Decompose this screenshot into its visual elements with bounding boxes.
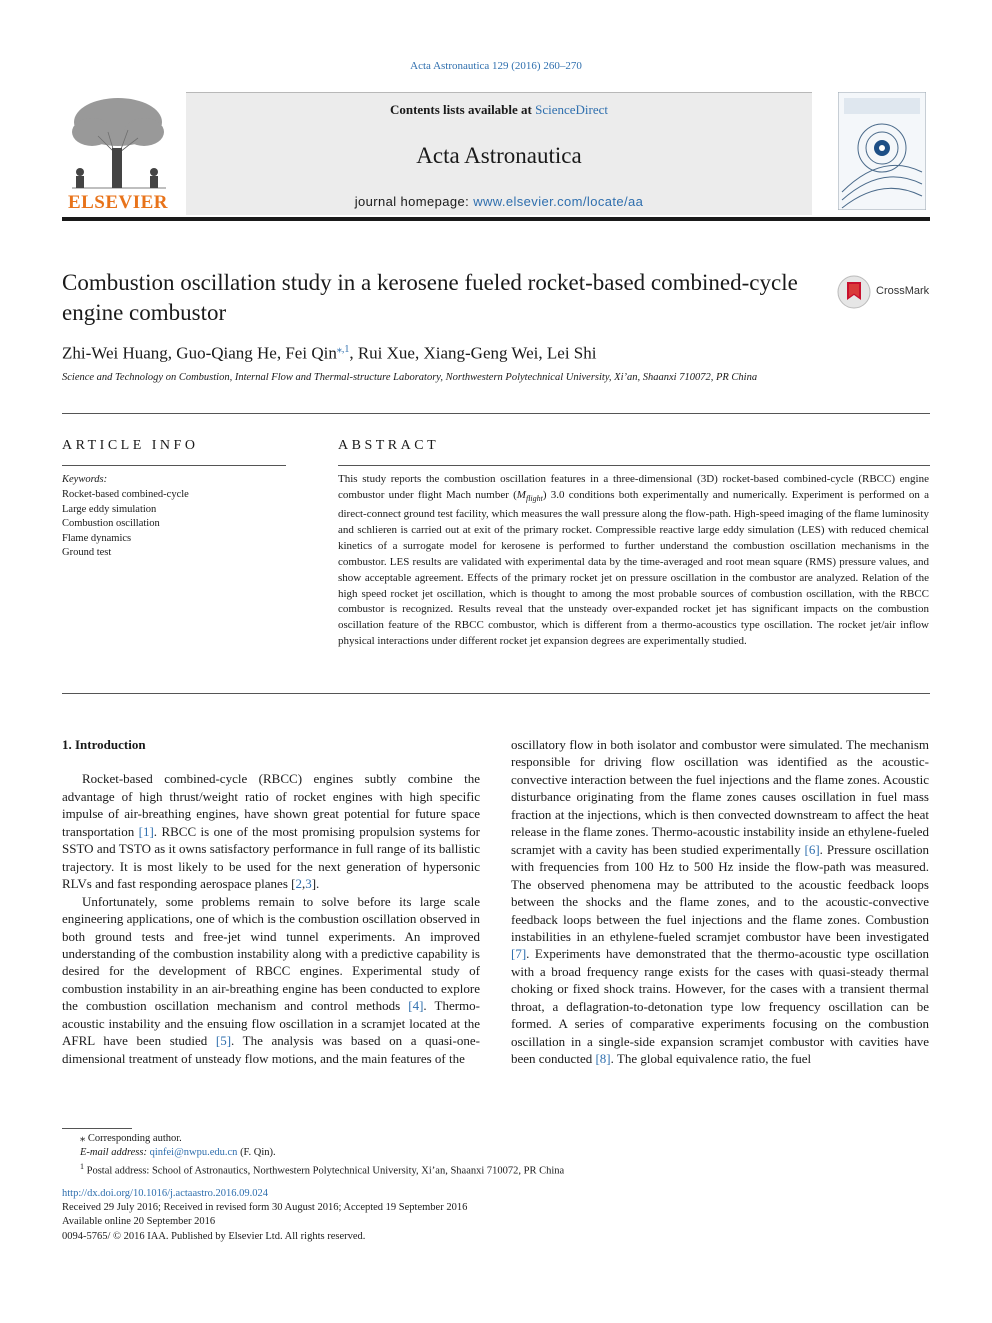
crossmark-badge[interactable] bbox=[836, 274, 936, 314]
citation-ref-6[interactable]: [6] bbox=[804, 841, 820, 857]
footnote-address bbox=[62, 1160, 564, 1179]
text-span: Unfortunately, some problems remain to solve before its large scale engineering applications, one of which is the combustion oscillation observed in both ground tests and free-jet wind tunnel experiments. An improved understanding of the combustion instability along with a predictive capability is desired for the development of RBCC engines. Experimental study of combustion instability in an air-breathing engine has been conducted to explore the combustion oscillation mechanism and control methods bbox=[62, 893, 480, 1014]
elsevier-logo[interactable] bbox=[62, 92, 174, 212]
available-online: Available online 20 September 2016 bbox=[62, 1216, 216, 1227]
body-column-right bbox=[511, 736, 929, 1068]
mach-symbol: M bbox=[516, 488, 526, 501]
keyword-item: Rocket-based combined-cycle bbox=[62, 489, 189, 500]
citation-ref-3[interactable]: 3 bbox=[305, 876, 312, 892]
keyword-item: Large eddy simulation bbox=[62, 503, 157, 515]
citation-ref-2[interactable]: 2 bbox=[295, 876, 302, 892]
abstract-text-1: This study reports the combustion oscillation features in a three-dimensional (3D) rocket-based combined-cycle (RBCC) engine combustor under flight Mach number ( bbox=[338, 473, 929, 501]
homepage-link[interactable]: www.elsevier.com/locate/aa bbox=[473, 194, 644, 209]
article-title: Combustion oscillation study in a kerosene fueled rocket-based combined-cycle engine combustor bbox=[62, 270, 798, 325]
copyright-line: 0094-5765/ © 2016 IAA. Published by Elsevier Ltd. All rights reserved. bbox=[62, 1231, 366, 1242]
author-footnote-marks[interactable]: ⁎,1 bbox=[336, 344, 350, 355]
intro-paragraph-1 bbox=[62, 770, 480, 892]
keyword-item: Flame dynamics bbox=[62, 532, 132, 544]
text-span: oscillatory flow in both isolator and combustor were simulated. The mechanism responsible for driving flow oscillation was identified as the acoustic-convective interaction between the fuel injections and the flame zones. Acoustic disturbance originating from the flame zones causes oscillation in fuel mass fraction at the injections, which is then convected downstream to affect the heat release in the flame zones. Thermo-acoustic instability inside an ethylene-fueled scramjet with a cavity has been studied experimentally bbox=[511, 737, 929, 857]
body-column-left bbox=[62, 736, 480, 1067]
footnote-mark: 1 bbox=[80, 1162, 84, 1171]
body-separator bbox=[62, 693, 930, 694]
footnote-text: Corresponding author. bbox=[85, 1133, 182, 1144]
homepage-prefix: journal homepage: bbox=[354, 194, 474, 209]
footnote-mark: ⁎ bbox=[80, 1133, 86, 1144]
article-info-rule bbox=[62, 465, 286, 466]
title-separator bbox=[62, 413, 930, 414]
mach-subscript: flight bbox=[525, 494, 543, 504]
homepage-line bbox=[186, 194, 812, 209]
text-span: Rocket-based combined-cycle (RBCC) engines subtly combine the advantage of high thrust/weight ratio of rocket engines with high specific impulse of air-breathing engines, have shown great potential for future space transportation bbox=[62, 771, 480, 839]
citation-ref-7[interactable]: [7] bbox=[511, 946, 527, 962]
journal-banner bbox=[186, 92, 812, 215]
email-suffix: (F. Qin). bbox=[237, 1147, 276, 1158]
journal-cover-thumbnail[interactable] bbox=[838, 92, 926, 210]
citation-ref-1[interactable]: [1] bbox=[138, 823, 154, 839]
citation-ref-5[interactable]: [5] bbox=[215, 1033, 232, 1049]
sciencedirect-link[interactable]: ScienceDirect bbox=[535, 102, 609, 117]
contents-prefix: Contents lists available at bbox=[389, 102, 536, 117]
text-span: . Thermo-acoustic instability and the ensuing flow oscillation in a scramjet located at the AFRL have been studied bbox=[62, 998, 480, 1049]
email-label: E-mail address: bbox=[80, 1147, 150, 1158]
intro-paragraph-2 bbox=[62, 893, 480, 1068]
text-span: . The global equivalence ratio, the fuel bbox=[610, 1051, 812, 1067]
text-span: , bbox=[301, 876, 306, 892]
footnote-rule bbox=[62, 1128, 132, 1129]
text-span: . Experiments have demonstrated that the thermo-acoustic type oscillation with a broad frequency range exists for the cases with quasi-steady thermal choking or fixed shock trains. However, for the cases with a transient thermal throat, a deflagration-to-detonation type low frequency oscillation can be formed. A series of comparative experiments focusing on the combustion oscillation in a single-side expansion scramjet combustor with cavities have been conducted bbox=[511, 946, 929, 1067]
keywords-list bbox=[62, 488, 189, 561]
text-span: . RBCC is one of the most promising propulsion systems for SSTO and TSTO as it owns satisfactory performance in full range of its ballistic trajectory. It is most likely to be used for the next generation of hypersonic RLVs and fast responding aerospace planes [ bbox=[62, 823, 480, 892]
email-link[interactable]: qinfei@nwpu.edu.cn bbox=[149, 1147, 238, 1158]
journal-cover-image bbox=[838, 92, 926, 210]
journal-citation[interactable] bbox=[0, 60, 992, 72]
citation-ref-8[interactable]: [8] bbox=[595, 1051, 611, 1067]
abstract-rule bbox=[338, 465, 930, 466]
authors-first: Zhi-Wei Huang, Guo-Qiang He, Fei Qin bbox=[62, 343, 337, 363]
citation-ref-4[interactable]: [4] bbox=[408, 998, 424, 1014]
contents-line bbox=[186, 102, 812, 118]
doi-link[interactable]: http://dx.doi.org/10.1016/j.actaastro.2016.09.024 bbox=[62, 1188, 268, 1199]
abstract-text-2: ) 3.0 conditions both experimentally and numerically. Experiment is performed on a direct-connect ground test facility, which measures the wall pressure along the flow-path. High-speed imaging of the flame luminosity and schlieren is carried out at exit of the primary rocket. Compressible reactive large eddy simulation (LES) with reduced chemical kinetics of a surrogate model for kerosene is performed to further understand the combustion oscillation mechanisms in the combustor. LES results are validated with experimental data by the time-averaged and root mean square (RMS) pressure values, and show acceptable agreement. Effects of the primary rocket jet on pressure oscillation in the combustor are analyzed. Relation of the high speed rocket jet oscillation, which is thought to among the most probable sources of combustion oscillation, with the RBCC combustor is recognized. Results reveal that the unsteady over-expanded rocket jet has significant impacts on the combustion oscillation feature of the RBCC combustor, which is different from a thermo-acoustics type oscillation. The rocket jet/air inflow physical interactions under different rocket jet expansion degrees are experimentally studied. bbox=[338, 488, 929, 648]
section-heading: 1. Introduction bbox=[62, 737, 146, 752]
footnote-text: Postal address: School of Astronautics, Northwestern Polytechnical University, Xi’an, Shaanxi 710072, PR China bbox=[84, 1165, 565, 1177]
author-list bbox=[62, 338, 922, 366]
footnote-email bbox=[62, 1146, 276, 1160]
citation-link[interactable]: Acta Astronautica 129 (2016) 260–270 bbox=[410, 60, 582, 72]
elsevier-wordmark: ELSEVIER bbox=[67, 192, 169, 213]
doi-line[interactable] bbox=[62, 1187, 268, 1201]
journal-name: Acta Astronautica bbox=[416, 143, 582, 168]
authors-rest: , Rui Xue, Xiang-Geng Wei, Lei Shi bbox=[349, 343, 597, 363]
keyword-item: Combustion oscillation bbox=[62, 518, 160, 529]
text-span: . The analysis was based on a quasi-one-dimensional treatment of unsteady flow motions, and the main features of the bbox=[62, 1033, 480, 1066]
intro-paragraph-2-continued bbox=[511, 736, 929, 1068]
keyword-item: Ground test bbox=[62, 547, 112, 558]
received-dates: Received 29 July 2016; Received in revised form 30 August 2016; Accepted 19 September 2016 bbox=[62, 1202, 468, 1213]
crossmark-icon bbox=[836, 274, 872, 310]
article-info-heading: ARTICLE INFO bbox=[62, 438, 199, 453]
elsevier-tree-icon bbox=[62, 92, 174, 192]
keywords-label: Keywords: bbox=[62, 474, 108, 485]
text-span: . Pressure oscillation with frequencies from 100 Hz to 500 Hz inside the flow-path was measured. The observed phenomena may be attributed to the acoustic feedback loops between the shocks and the flame zones, and to the acoustic-convective feedback loops between the fuel injections and the flame zones. Combustion instabilities in an ethylene-fueled scramjet combustor have been investigated bbox=[511, 841, 929, 944]
crossmark-label: CrossMark bbox=[876, 285, 930, 297]
abstract-body bbox=[338, 472, 929, 650]
footnote-corresponding bbox=[62, 1132, 182, 1146]
header-rule bbox=[62, 217, 930, 221]
affiliation: Science and Technology on Combustion, Internal Flow and Thermal-structure Laboratory, Northwestern Polytechnical University, Xi’an, Shaanxi 710072, PR China bbox=[62, 372, 758, 383]
text-span: ]. bbox=[311, 876, 320, 892]
abstract-heading: ABSTRACT bbox=[338, 438, 440, 453]
